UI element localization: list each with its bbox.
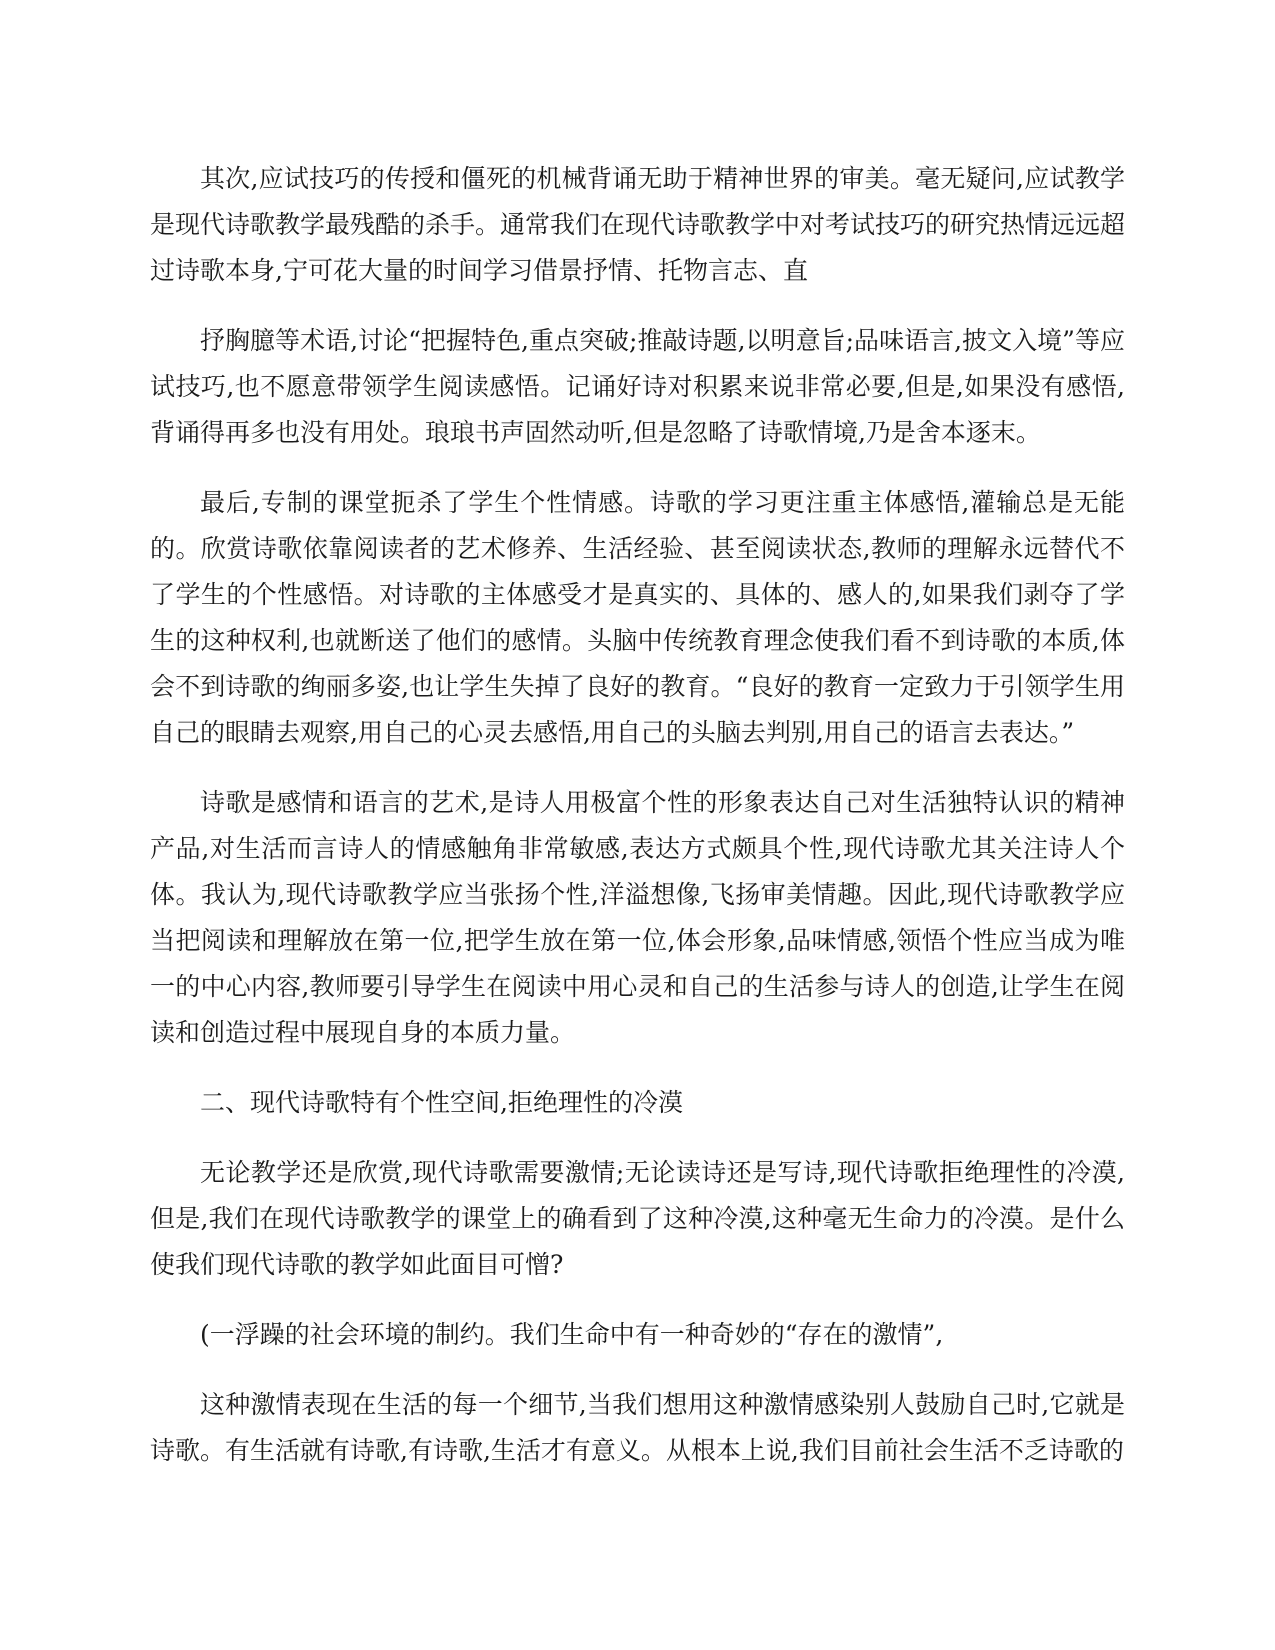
paragraph: 其次,应试技巧的传授和僵死的机械背诵无助于精神世界的审美。毫无疑问,应试教学是现代诗歌教学最残酷的杀手。通常我们在现代诗歌教学中对考试技巧的研究热情远远超过诗歌本身,宁可花大量的时间学习借景抒情、托物言志、直	[150, 164, 1126, 285]
paragraph: 这种激情表现在生活的每一个细节,当我们想用这种激情感染别人鼓励自己时,它就是诗歌。有生活就有诗歌,有诗歌,生活才有意义。从根本上说,我们目前社会生活不乏诗歌的	[150, 1390, 1125, 1465]
paragraph: 抒胸臆等术语,讨论“把握特色,重点突破;推敲诗题,以明意旨;品味语言,披文入境”等应试技巧,也不愿意带领学生阅读感悟。记诵好诗对积累来说非常必要,但是,如果没有感悟,背诵得再多也没有用处。琅琅书声固然动听,但是忽略了诗歌情境,乃是舍本逐末。	[150, 326, 1125, 447]
paragraph: 最后,专制的课堂扼杀了学生个性情感。诗歌的学习更注重主体感悟,灌输总是无能的。欣赏诗歌依靠阅读者的艺术修养、生活经验、甚至阅读状态,教师的理解永远替代不了学生的个性感悟。对诗歌的主体感受才是真实的、具体的、感人的,如果我们剥夺了学生的这种权利,也就断送了他们的感情。头脑中传统教育理念使我们看不到诗歌的本质,体会不到诗歌的绚丽多姿,也让学生失掉了良好的教育。“良好的教育一定致力于引领学生用自己的眼睛去观察,用自己的心灵去感悟,用自己的头脑去判别,用自己的语言去表达。”	[150, 488, 1125, 747]
paragraph: 无论教学还是欣赏,现代诗歌需要激情;无论读诗还是写诗,现代诗歌拒绝理性的冷漠,但是,我们在现代诗歌教学的课堂上的确看到了这种冷漠,这种毫无生命力的冷漠。是什么使我们现代诗歌的教学如此面目可憎?	[150, 1158, 1125, 1279]
subsection-heading: (一浮躁的社会环境的制约。我们生命中有一种奇妙的“存在的激情”,	[200, 1320, 944, 1349]
document-body	[150, 156, 1125, 1498]
paragraph: 诗歌是感情和语言的艺术,是诗人用极富个性的形象表达自己对生活独特认识的精神产品,对生活而言诗人的情感触角非常敏感,表达方式颇具个性,现代诗歌尤其关注诗人个体。我认为,现代诗歌教学应当张扬个性,洋溢想像,飞扬审美情趣。因此,现代诗歌教学应当把阅读和理解放在第一位,把学生放在第一位,体会形象,品味情感,领悟个性应当成为唯一的中心内容,教师要引导学生在阅读中用心灵和自己的生活参与诗人的创造,让学生在阅读和创造过程中展现自身的本质力量。	[150, 788, 1125, 1047]
section-heading: 二、现代诗歌特有个性空间,拒绝理性的冷漠	[200, 1088, 683, 1117]
